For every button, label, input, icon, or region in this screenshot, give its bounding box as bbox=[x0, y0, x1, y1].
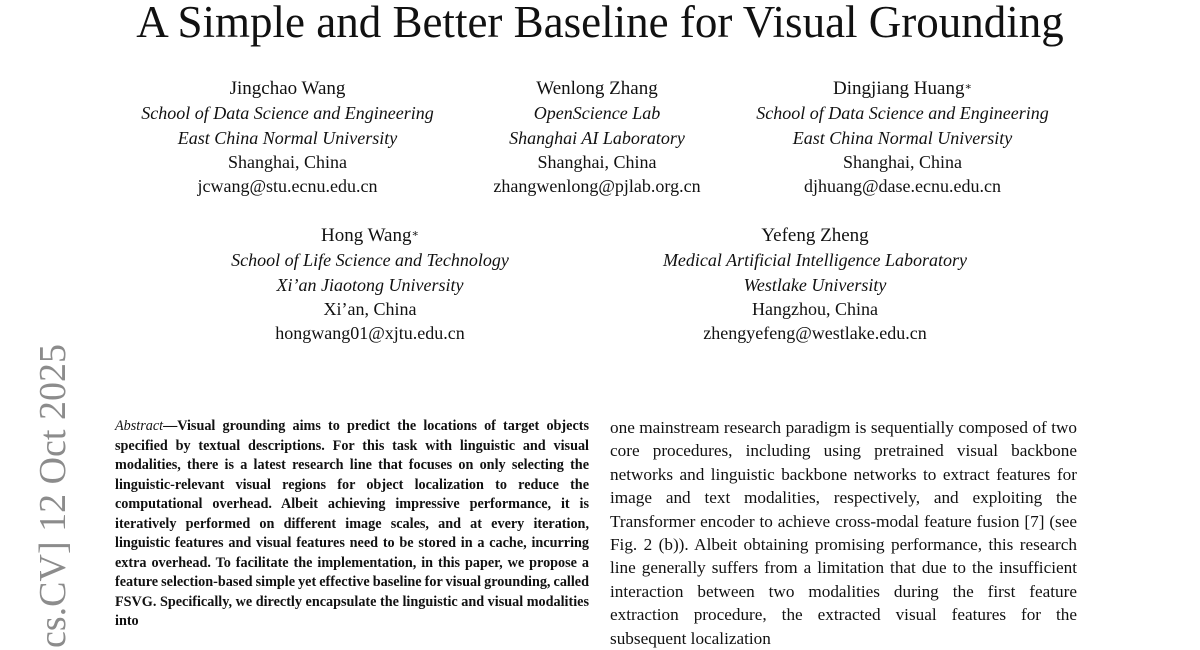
author-name: Jingchao Wang bbox=[229, 78, 346, 99]
author-block-hong-wang bbox=[185, 224, 555, 345]
author-name: Yefeng Zheng bbox=[761, 225, 869, 246]
author-email: zhangwenlong@pjlab.org.cn bbox=[493, 176, 701, 197]
abstract-text: Visual grounding aims to predict the locations of target objects specified by textual descriptions. For this task with linguistic and visual modalities, there is a latest research line that focuses on only selecting the linguistic-relevant visual regions for object localization to reduce the computational overhead. Albeit achieving impressive performance, it is iteratively performed on different image scales, and at every iteration, linguistic features and visual features need to be stored in a cache, incurring extra overhead. To facilitate the implementation, in this paper, we propose a feature selection-based simple yet effective baseline for visual grounding, called FSVG. Specifically, we directly encapsulate the linguistic and visual modalities into bbox=[115, 418, 589, 630]
author-email: zhengyefeng@westlake.edu.cn bbox=[703, 323, 927, 344]
paper-title: A Simple and Better Baseline for Visual Grounding bbox=[136, 0, 1064, 47]
author-institution: East China Normal University bbox=[177, 127, 398, 148]
author-city: Shanghai, China bbox=[843, 151, 962, 172]
author-block-jingchao-wang bbox=[90, 77, 485, 198]
author-department: Medical Artificial Intelligence Laboratory bbox=[662, 250, 968, 271]
author-department: OpenScience Lab bbox=[533, 103, 661, 124]
author-name: Dingjiang Huang∗ bbox=[833, 78, 972, 99]
author-block-wenlong-zhang bbox=[462, 77, 732, 198]
author-city: Xi’an, China bbox=[323, 298, 417, 319]
author-block-dingjiang-huang bbox=[710, 77, 1095, 198]
author-name: Wenlong Zhang bbox=[536, 78, 658, 99]
abstract-dash: — bbox=[163, 418, 178, 434]
body-paragraph: one mainstream research paradigm is sequentially composed of two core procedures, including using pretrained visual backbone networks and linguistic backbone networks to extract features for image and text modalities, respectively, and exploiting the Transformer encoder to achieve cross-modal feature fusion [7] (see Fig. 2 (b)). Albeit obtaining promising performance, this research line generally suffers from a limitation that due to the insufficient interaction between two modalities during the first feature extraction procedure, the extracted visual features for the subsequent localization bbox=[610, 418, 1077, 648]
corresponding-author-mark: ∗ bbox=[964, 81, 972, 93]
author-department: School of Data Science and Engineering bbox=[141, 103, 434, 124]
author-city: Shanghai, China bbox=[228, 151, 347, 172]
author-email: djhuang@dase.ecnu.edu.cn bbox=[803, 176, 1001, 197]
author-institution: East China Normal University bbox=[792, 127, 1013, 148]
author-department: School of Life Science and Technology bbox=[231, 250, 509, 271]
author-department: School of Data Science and Engineering bbox=[756, 103, 1049, 124]
author-institution: Xi’an Jiaotong University bbox=[276, 274, 464, 295]
author-city: Hangzhou, China bbox=[752, 298, 878, 319]
author-name: Hong Wang∗ bbox=[321, 225, 419, 246]
author-city: Shanghai, China bbox=[537, 151, 657, 172]
author-institution: Shanghai AI Laboratory bbox=[509, 127, 685, 148]
author-email: jcwang@stu.ecnu.edu.cn bbox=[197, 176, 378, 197]
author-block-yefeng-zheng bbox=[605, 224, 1025, 345]
corresponding-author-mark: ∗ bbox=[411, 228, 419, 240]
abstract-paragraph bbox=[115, 417, 589, 632]
abstract-label: Abstract bbox=[115, 418, 164, 434]
arxiv-side-stamp: cs.CV] 12 Oct 2025 bbox=[32, 344, 74, 648]
author-email: hongwang01@xjtu.edu.cn bbox=[275, 323, 465, 344]
author-institution: Westlake University bbox=[743, 274, 887, 295]
